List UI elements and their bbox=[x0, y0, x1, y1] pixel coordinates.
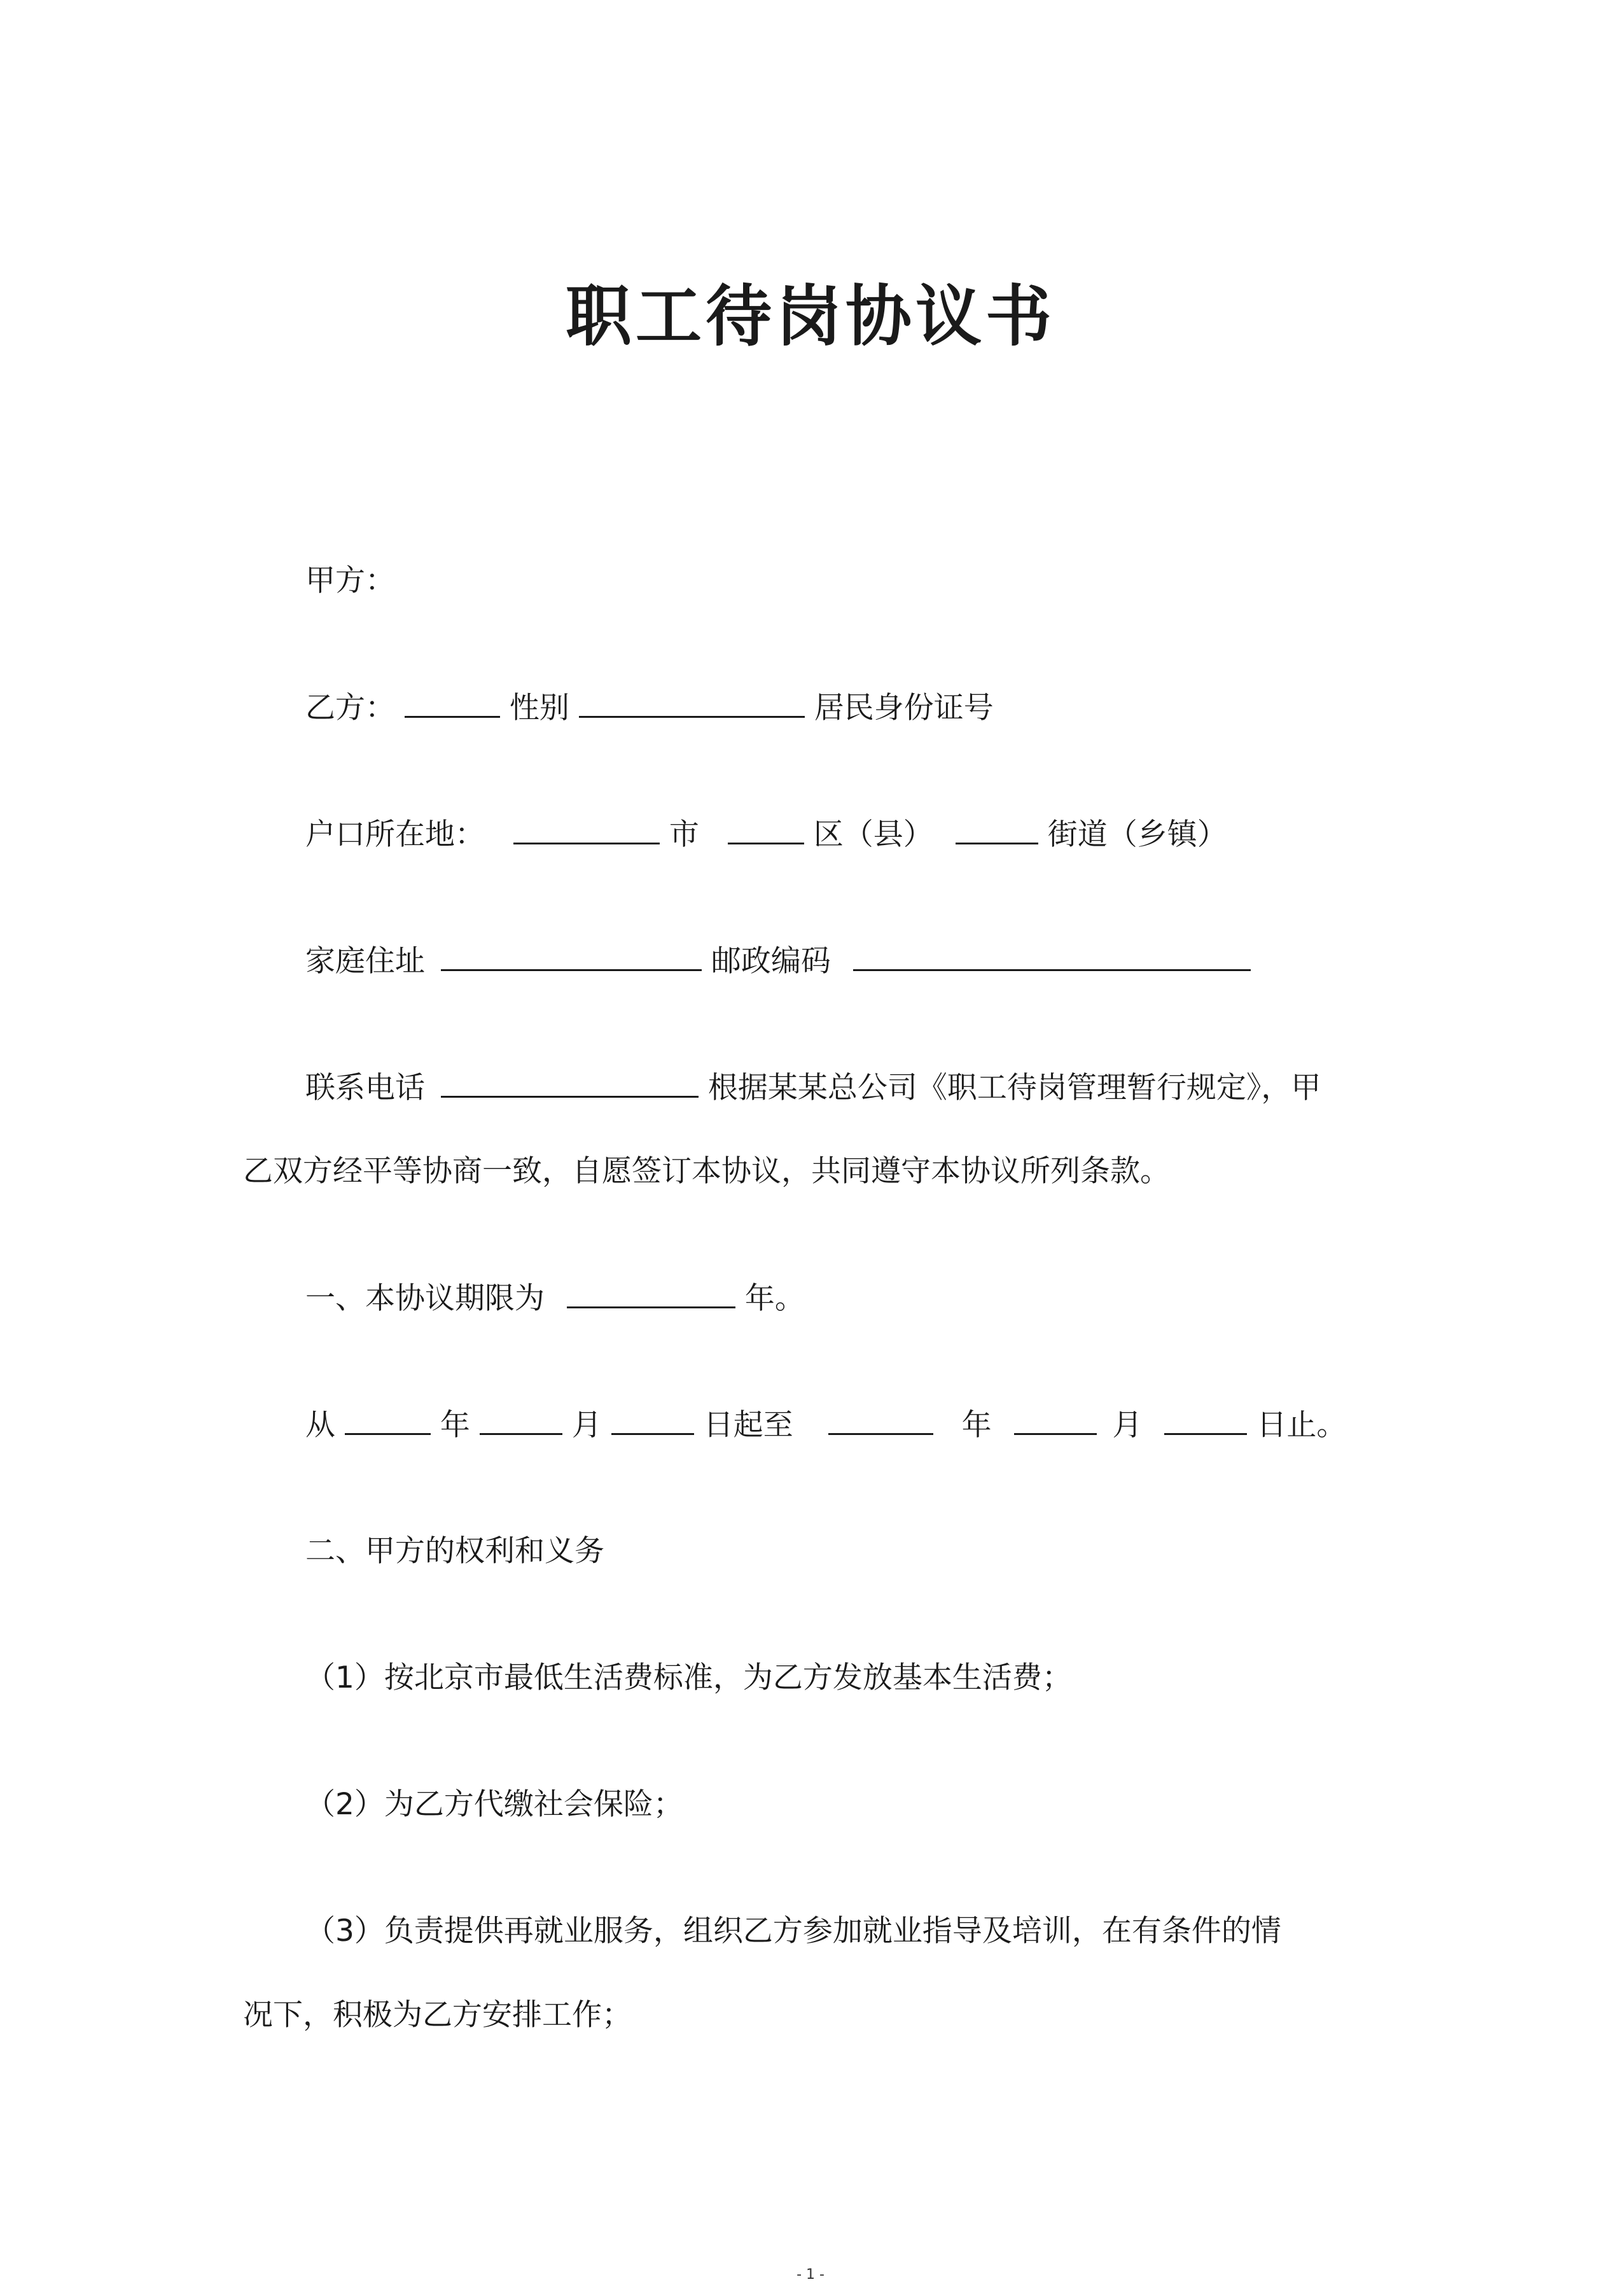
phone-blank[interactable] bbox=[441, 1068, 699, 1098]
from-label: 从 bbox=[305, 1408, 335, 1443]
party-a-line bbox=[305, 561, 395, 600]
id-number-label: 居民身份证号 bbox=[814, 690, 994, 725]
end-day-blank[interactable] bbox=[1164, 1405, 1247, 1435]
section-2-item-1-text: （1）按北京市最低生活费标准，为乙方发放基本生活费； bbox=[305, 1660, 1072, 1695]
section-2-item-3-continuation-text: 况下，积极为乙方安排工作； bbox=[243, 1998, 632, 2033]
city-blank[interactable] bbox=[513, 815, 660, 844]
term-years-blank[interactable] bbox=[567, 1278, 735, 1308]
section-2-item-3-continuation bbox=[243, 1996, 632, 2034]
party-b-line bbox=[305, 688, 994, 727]
end-year-label: 年 bbox=[961, 1408, 992, 1443]
start-day-label: 日起至 bbox=[703, 1408, 793, 1443]
district-label: 区（县） bbox=[813, 817, 933, 852]
end-month-blank[interactable] bbox=[1014, 1405, 1097, 1435]
section-2-item-2-text: （2）为乙方代缴社会保险； bbox=[305, 1787, 683, 1822]
start-month-label: 月 bbox=[571, 1408, 602, 1443]
city-label: 市 bbox=[669, 817, 699, 852]
party-b-label: 乙方： bbox=[305, 690, 395, 725]
term-suffix: 年。 bbox=[744, 1281, 805, 1316]
section-2-item-3 bbox=[305, 1912, 1281, 1950]
gender-blank[interactable] bbox=[579, 688, 805, 718]
start-year-label: 年 bbox=[440, 1408, 470, 1443]
start-day-blank[interactable] bbox=[611, 1405, 694, 1435]
street-label: 街道（乡镇） bbox=[1047, 817, 1227, 852]
household-label: 户口所在地： bbox=[305, 817, 485, 852]
home-address-line bbox=[305, 941, 1251, 981]
section-2-item-1 bbox=[305, 1658, 1072, 1697]
start-month-blank[interactable] bbox=[480, 1405, 562, 1435]
home-address-blank[interactable] bbox=[441, 941, 702, 971]
postcode-blank[interactable] bbox=[853, 941, 1251, 971]
contact-continuation-text: 乙双方经平等协商一致，自愿签订本协议，共同遵守本协议所列条款。 bbox=[243, 1154, 1170, 1189]
term-prefix: 一、本协议期限为 bbox=[305, 1281, 545, 1316]
section-2-item-2 bbox=[305, 1785, 683, 1824]
page-number: - 1 - bbox=[797, 2267, 824, 2283]
district-blank[interactable] bbox=[728, 815, 804, 844]
end-month-label: 月 bbox=[1112, 1408, 1143, 1443]
term-line bbox=[305, 1278, 805, 1318]
end-day-label: 日止。 bbox=[1256, 1408, 1347, 1443]
term-dates-line bbox=[305, 1405, 1346, 1445]
contact-text: 根据某某总公司《职工待岗管理暂行规定》，甲 bbox=[707, 1070, 1321, 1105]
gender-label: 性别 bbox=[509, 690, 569, 725]
home-address-label: 家庭住址 bbox=[305, 944, 425, 979]
contact-line bbox=[305, 1068, 1321, 1107]
contact-continuation bbox=[243, 1152, 1170, 1191]
household-line bbox=[305, 815, 1227, 854]
end-year-blank[interactable] bbox=[828, 1405, 933, 1435]
phone-label: 联系电话 bbox=[305, 1070, 425, 1105]
section-2-item-3-text: （3）负责提供再就业服务，组织乙方参加就业指导及培训，在有条件的情 bbox=[305, 1914, 1281, 1949]
party-a-label: 甲方： bbox=[305, 563, 395, 598]
start-year-blank[interactable] bbox=[345, 1405, 431, 1435]
street-blank[interactable] bbox=[956, 815, 1038, 844]
document-title: 职工待岗协议书 bbox=[565, 277, 1055, 355]
section-2-heading-text: 二、甲方的权利和义务 bbox=[305, 1534, 604, 1569]
postcode-label: 邮政编码 bbox=[711, 944, 831, 979]
party-b-name-blank[interactable] bbox=[405, 688, 500, 718]
section-2-heading bbox=[305, 1532, 604, 1571]
